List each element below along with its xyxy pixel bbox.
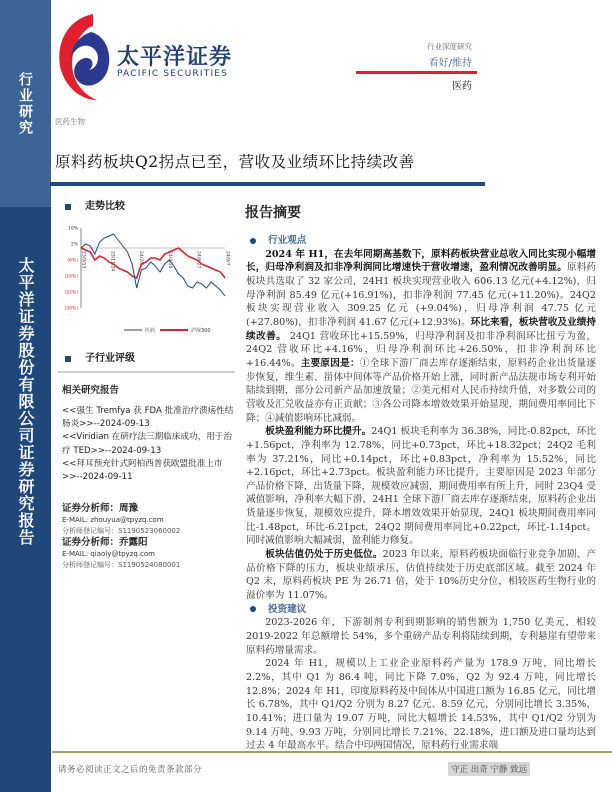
summary-heading: 报告摘要 — [245, 205, 301, 221]
paragraph — [246, 425, 596, 548]
sub-industry-heading-text: 子行业评级 — [85, 353, 135, 364]
sub-industry-heading — [65, 349, 135, 364]
trend-heading — [65, 197, 125, 212]
analysts — [62, 502, 237, 570]
x-tick-label: 24/6/27 — [195, 251, 201, 269]
bullet-icon — [250, 238, 256, 244]
paragraph — [246, 248, 596, 426]
analyst-reg: 分析师登记编号：S1190523060002 — [62, 526, 181, 535]
square-bullet-icon — [65, 204, 71, 210]
text: 2024 年 H1，规模以上工业企业原料药产量为 178.9 万吨，同比增长 2.2%，其中 Q1 为 86.4 吨，同比下降 7.0%，Q2 为 92.4 万吨，同比增长 12.8%；2024 年 H1，印度原料药及中间体从中国进口额为 16.85 亿元，同比增长 6.78%，其中 Q1/Q2 分别为 8.27 亿元、8.59 亿元，分别同比增长 3.35%、10.41%；进口量为 19.07 万吨，同比大幅增长 14.53%，其中 Q1/Q2 分别为 9.14 万吨、9.93 万吨，分别同比增长 7.21%、22.18%，进口额及进口量均达到过去 4 年最高水平。结合中印两国情况，原料药行业需求端 — [246, 658, 596, 752]
analyst-reg: 分析师登记编号：S1190524080001 — [62, 560, 181, 569]
bullet-icon — [250, 606, 256, 612]
sidebar-company-label: 太平洋证券股份有限公司证券研究报告 — [16, 257, 35, 546]
related-reports-heading: 相关研究报告 — [62, 385, 120, 396]
page-title: 原料药板块Q2拐点已至，营收及业绩环比持续改善 — [55, 153, 415, 171]
y-tick-label: 2% — [70, 242, 78, 248]
text: 24Q1 营收环比+15.59%，归母净利润及扣非净利润环比扭亏为盈，24Q2 营收环比+4.16%，归母净利润环比+26.50%，扣非净利润环比+16.44%。 — [246, 330, 597, 369]
y-tick-label: (30%) — [64, 306, 78, 312]
brand-name-cn: 太平洋证券 — [117, 45, 233, 70]
disclaimer-note: 请务必阅读正文之后的免责条款部分 — [58, 765, 203, 775]
text: 2023 年以来，原料药板块面临行业竞争加剧、产品价格下降的压力，板块业绩承压，估值持续处于历史底部区域。截至 2024 年 Q2 末，原料药板块 PE 为 26.71 倍，处于 10%历史分位，相较医药生物行业的溢价率为 11.07%。 — [246, 549, 597, 602]
analyst-name: 证券分析师：周豫 — [62, 503, 139, 514]
y-tick-label: 10% — [67, 226, 78, 232]
related-report-link[interactable]: <<Viridian 在研疗法三期临床成功，用于治疗 TED>>--2024-09-13 — [62, 432, 232, 456]
bold-text: 环比来看，板块营收及业绩持续改善。 — [246, 316, 597, 342]
section-heading — [246, 603, 596, 617]
sidebar-top-band — [0, 0, 51, 207]
series-line-hs300 — [81, 248, 225, 278]
motto: 守正 出奇 宁静 致远 — [448, 762, 530, 776]
analyst-email[interactable]: E-MAIL: zhouyua@tpyzq.com — [62, 516, 164, 524]
brand-name-en: PACIFIC SECURITIES — [117, 69, 229, 79]
related-report-link[interactable]: <<强生 Tremfya 获 FDA 批准治疗溃疡性结肠炎>>--2024-09-13 — [62, 406, 234, 430]
text: ①全球下游厂商去库存逐渐结束，原料药企业出货量逐步恢复，维生素、甾体中间体等产品价格开始上涨，同时新产品法规市场专利开始陆续到期，部分公司新产品加速放量；②美元相对人民币持续升值，对多数公司的营收及汇兑收益亦有正贡献；③各公司降本增效效果开始显现，期间费用率同比下降；④减值影响环比减弱。 — [246, 357, 597, 424]
legend — [124, 327, 211, 334]
x-tick-label: 23/9/13 — [80, 251, 86, 269]
square-bullet-icon — [65, 356, 71, 362]
title-divider — [50, 182, 485, 186]
bold-text: 板块估值仍处于历史低位。 — [265, 549, 383, 561]
paragraph — [246, 548, 596, 603]
legend-label: 沪深300 — [191, 328, 211, 334]
analyst-name: 证券分析师：乔露阳 — [62, 537, 148, 548]
x-tick-label: 24/2/4 — [138, 251, 144, 266]
x-tick-label: 23/11/24 — [109, 251, 115, 272]
y-tick-label: (22%) — [64, 290, 78, 296]
trend-chart — [60, 220, 230, 340]
y-tick-label: (14%) — [64, 274, 78, 280]
paragraph — [246, 657, 596, 753]
report-type: 行业深度研究 — [427, 42, 472, 51]
sidebar-bottom-band — [0, 207, 51, 792]
summary-body — [246, 234, 597, 752]
text: 24Q1 板块毛利率为 36.38%，同比-0.82pct，环比+1.56pct，净利率为 12.78%，同比+0.73pct，环比+18.32pct；24Q2 毛利率为 37.21%，同比+0.14pct，环比+0.83pct，净利率为 15.52%，同比+2.16pct，环比+2.73pct。板块盈利能力环比提升，主要原因是 2023 年部分产品价格下降，出货量下降，规模效应减弱，期间费用率有所上升，同时 23Q4 受减值影响，净利率大幅下滑，24H1 全球下游厂商去库存逐渐结束，原料药企业出货量逐步恢复，规模效应提升，降本增效效果开始显现，24Q1 板块期间费用率同比-1.48pct，环比-6.21pct，24Q2 期间费用率同比+0.22pct，环比-1.14pct。同时减值影响大幅减弱，盈利能力修复。 — [246, 426, 596, 547]
category: 医药生物 — [55, 117, 85, 126]
sector: 医药 — [452, 81, 472, 92]
text: 原料药板块共选取了 32 家公司，24H1 板块实现营业收入 606.13 亿元(+4.12%)，归母净利润 85.49 亿元(+16.91%)，扣非净利润 77.45 亿元(+11.20%)。24Q2 板块实现营业收入 309.25 亿元 (+9.04%)，归母净利润 47.75 亿元(+27.80%)，扣非净利润 41.67 亿元(+12.93%)。 — [246, 262, 597, 328]
paragraph — [246, 616, 596, 657]
y-tick-label: (6%) — [67, 258, 78, 264]
section-title: 投资建议 — [268, 603, 307, 615]
sidebar-label: 行业研究 — [17, 72, 33, 136]
bold-text: 板块盈利能力环比提升。 — [265, 426, 372, 438]
divider — [58, 371, 235, 373]
logo-icon — [55, 12, 115, 102]
section-heading — [246, 234, 596, 248]
bold-text: 2024 年 H1，在去年同期高基数下，原料药板块营业总收入同比实现小幅增长，归母净利润及扣非净利润同比增速快于营收增速，盈利情况改善明显。 — [246, 248, 596, 274]
footer-divider — [52, 751, 612, 753]
text: 2023-2026 年，下游制剂专利到期影响的销售额为 1,750 亿美元，相较 2019-2022 年总额增长 54%，多个重磅产品专利将陆续到期，专利悬崖有望带来原料药增量需求。 — [246, 617, 596, 656]
trend-heading-text: 走势比较 — [85, 201, 125, 212]
related-report-link[interactable]: <<拜耳预充针式阿柏西普获欧盟批准上市>>--2024-09-11 — [62, 458, 223, 483]
x-tick-label: 24/9/7 — [224, 251, 230, 266]
bold-text: 主要原因是： — [300, 357, 360, 369]
x-tick-label: 24/4/16 — [166, 251, 172, 269]
red-divider — [356, 71, 477, 74]
section-title: 行业观点 — [268, 235, 307, 246]
rating: 看好/维持 — [428, 58, 472, 69]
legend-label: 医药 — [145, 328, 156, 334]
analyst-email[interactable]: E-MAIL: qiaoly@tpyzq.com — [62, 550, 155, 558]
related-reports-list — [62, 405, 237, 484]
